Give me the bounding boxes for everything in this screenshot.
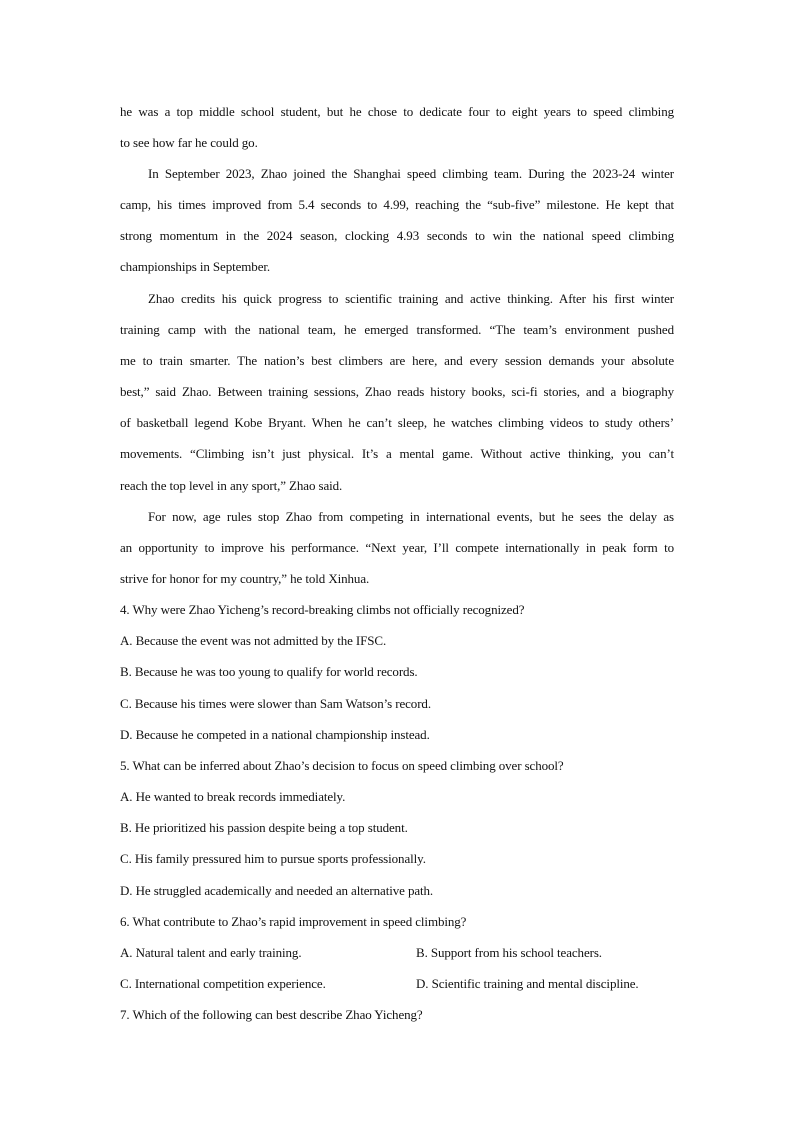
passage-line: movements. “Climbing isn’t just physical. It’s a mental game. Without active thinking, you can’t (120, 446, 674, 461)
passage-line: he was a top middle school student, but he chose to dedicate four to eight years to speed climbing (120, 104, 674, 119)
question-stem: 6. What contribute to Zhao’s rapid improvement in speed climbing? (120, 914, 467, 929)
passage-line: strong momentum in the 2024 season, clocking 4.93 seconds to win the national speed climbing (120, 228, 674, 243)
answer-option: A. Because the event was not admitted by the IFSC. (120, 633, 387, 648)
answer-option: C. International competition experience. (120, 976, 326, 991)
passage-line: In September 2023, Zhao joined the Shanghai speed climbing team. During the 2023-24 winter (148, 166, 674, 181)
passage-line: championships in September. (120, 259, 271, 274)
passage-line: best,” said Zhao. Between training sessions, Zhao reads history books, sci-fi stories, and a biography (120, 384, 674, 399)
answer-option: A. Natural talent and early training. (120, 945, 302, 960)
passage-line: For now, age rules stop Zhao from competing in international events, but he sees the delay as (148, 509, 674, 524)
answer-option: B. Support from his school teachers. (416, 945, 602, 960)
question-stem: 4. Why were Zhao Yicheng’s record-breaking climbs not officially recognized? (120, 602, 525, 617)
answer-option: D. He struggled academically and needed an alternative path. (120, 883, 434, 898)
passage-line: reach the top level in any sport,” Zhao said. (120, 478, 343, 493)
passage-line: camp, his times improved from 5.4 seconds to 4.99, reaching the “sub-five” milestone. He kept that (120, 197, 674, 212)
answer-option: B. Because he was too young to qualify for world records. (120, 664, 418, 679)
passage-line: of basketball legend Kobe Bryant. When he can’t sleep, he watches climbing videos to study others’ (120, 415, 674, 430)
passage-line: to see how far he could go. (120, 135, 258, 150)
answer-option: C. Because his times were slower than Sam Watson’s record. (120, 696, 431, 711)
passage-line: me to train smarter. The nation’s best climbers are here, and every session demands your absolute (120, 353, 674, 368)
passage-line: training camp with the national team, he emerged transformed. “The team’s environment pushed (120, 322, 674, 337)
passage-line: Zhao credits his quick progress to scientific training and active thinking. After his first winter (148, 291, 674, 306)
passage-line: an opportunity to improve his performance. “Next year, I’ll compete internationally in peak form to (120, 540, 674, 555)
answer-option: A. He wanted to break records immediately. (120, 789, 346, 804)
passage-line: strive for honor for my country,” he told Xinhua. (120, 571, 370, 586)
answer-option: D. Because he competed in a national championship instead. (120, 727, 430, 742)
answer-option: C. His family pressured him to pursue sports professionally. (120, 851, 426, 866)
answer-option: D. Scientific training and mental discipline. (416, 976, 639, 991)
answer-option: B. He prioritized his passion despite being a top student. (120, 820, 408, 835)
question-stem: 7. Which of the following can best describe Zhao Yicheng? (120, 1007, 423, 1022)
question-stem: 5. What can be inferred about Zhao’s decision to focus on speed climbing over school? (120, 758, 564, 773)
